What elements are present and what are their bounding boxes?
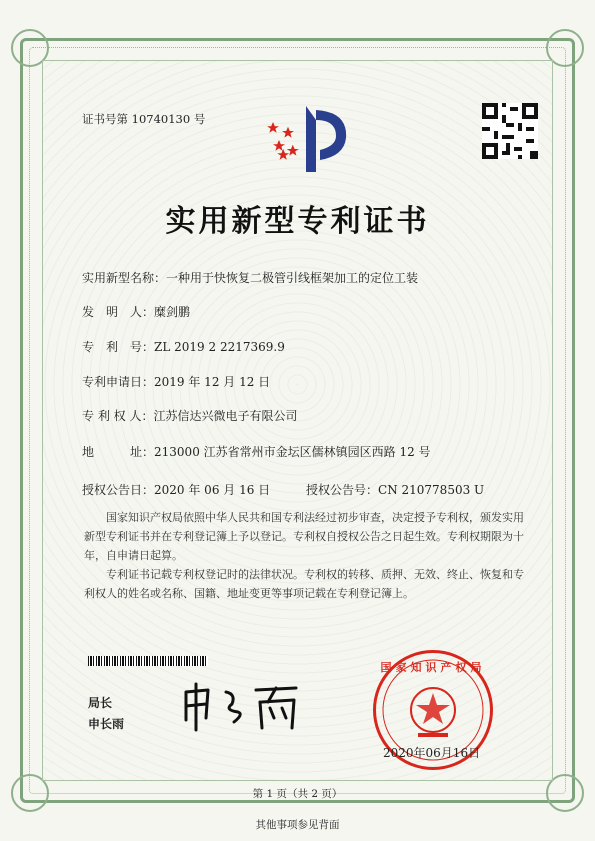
seal-date: 2020年06月16日 [383,746,481,760]
signer-title: 局长 [88,696,113,710]
handwritten-signature [178,680,308,735]
certificate-title: 实用新型专利证书 [165,204,430,239]
field-utility-name: 实用新型名称：一种用于快恢复二极管引线框架加工的定位工装 [82,271,419,285]
cnipa-logo-icon [258,98,358,178]
barcode [88,656,208,666]
field-patent-number: 专 利 号：ZL 2019 2 2217369.9 [82,340,285,354]
field-patentee: 专 利 权 人：江苏信达兴微电子有限公司 [82,409,298,423]
field-announcement-number: 授权公告号：CN 210778503 U [306,483,485,497]
qr-code [482,103,538,159]
statement-paragraph-1: 国家知识产权局依照中华人民共和国专利法经过初步审查，决定授予专利权，颁发实用新型专利证书并在专利登记簿上予以登记。专利权自授权公告之日起生效。专利权期限为十年，自申请日起算。 [84,511,524,562]
field-grant-date: 授权公告日：2020 年 06 月 16 日 [82,483,271,497]
statement-paragraph-2: 专利证书记载专利权登记时的法律状况。专利权的转移、质押、无效、终止、恢复和专利权人的姓名或名称、国籍、地址变更等事项记载在专利登记簿上。 [84,568,524,600]
field-address: 地 址：213000 江苏省常州市金坛区儒林镇园区西路 12 号 [82,445,431,459]
page-number: 第 1 页（共 2 页） [252,788,343,800]
signer-name: 申长雨 [88,717,125,731]
certificate-number: 证书号第 10740130 号 [82,112,206,126]
field-filing-date: 专利申请日：2019 年 12 月 12 日 [82,375,271,389]
field-inventor: 发 明 人：糜剑鹏 [82,305,191,319]
seal-text: 国家知识产权局 [380,661,486,674]
back-note: 其他事项参见背面 [255,819,340,831]
